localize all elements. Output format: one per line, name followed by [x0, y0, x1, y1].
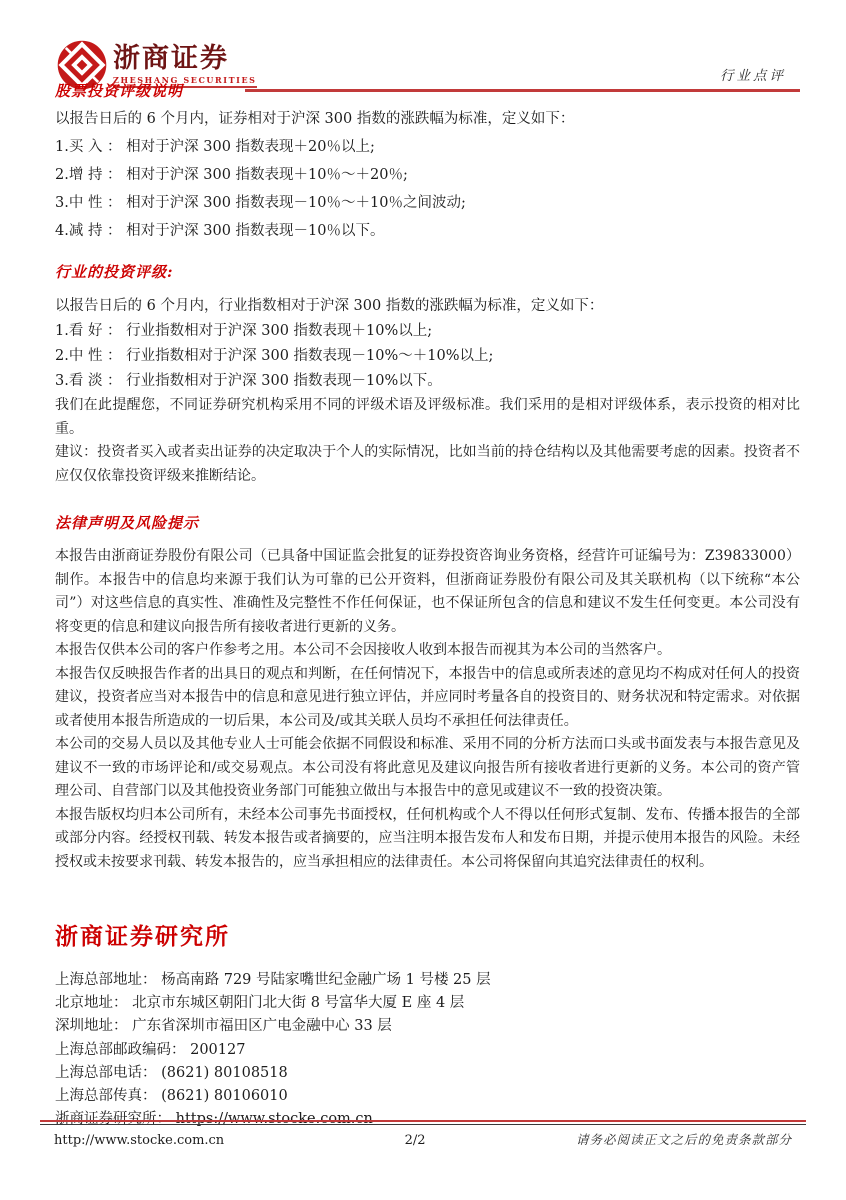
institute-title: 浙商证券研究所: [55, 923, 230, 950]
institute-contact-line: 上海总部邮政编码： 200127: [55, 1041, 246, 1058]
industry-rating-item: 1.看 好 ： 行业指数相对于沪深 300 指数表现＋10%以上;: [55, 323, 433, 339]
industry-rating-item: 2.中 性 ： 行业指数相对于沪深 300 指数表现－10%～＋10%以上;: [55, 348, 494, 364]
industry-rating-section: [55, 294, 800, 488]
page-number: 2/2: [404, 1133, 426, 1148]
footer-disclaimer-note: 请务必阅读正文之后的免责条款部分: [575, 1132, 792, 1147]
institute-contact-list: [55, 969, 800, 1131]
header-right: [245, 64, 800, 92]
stock-rating-item: 3.中 性 ： 相对于沪深 300 指数表现－10％～＋10％之间波动;: [55, 195, 466, 211]
rating-note: 建议：投资者买入或者卖出证券的决定取决于个人的实际情况，比如当前的持仓结构以及其他需要考虑的因素。投资者不应仅仅依靠投资评级来推断结论。: [55, 444, 800, 484]
legal-paragraph: 本报告版权均归本公司所有，未经本公司事先书面授权，任何机构或个人不得以任何形式复制、发布、传播本报告的全部或部分内容。经授权刊载、转发本报告或者摘要的，应当注明本报告发布人和发布日期，并提示使用本报告的风险。未经授权或未按要求刊载、转发本报告的，应当承担相应的法律责任。本公司将保留向其追究法律责任的权利。: [55, 806, 800, 870]
stock-rating-item: 2.增 持 ： 相对于沪深 300 指数表现＋10％～＋20％;: [55, 167, 408, 183]
page-footer: [40, 1120, 806, 1148]
institute-contact-line: 上海总部传真： (8621) 80106010: [55, 1088, 288, 1105]
industry-rating-item: 3.看 淡 ： 行业指数相对于沪深 300 指数表现－10%以下。: [55, 373, 442, 389]
logo-company-name-en: ZHESHANG SECURITIES: [113, 75, 257, 88]
footer-red-rule: [40, 1120, 806, 1122]
industry-rating-intro: 以报告日后的 6 个月内，行业指数相对于沪深 300 指数的涨跌幅为标准，定义如下：: [55, 298, 604, 314]
industry-rating-title: 行业的投资评级:: [55, 263, 174, 281]
stock-rating-list: [55, 133, 800, 245]
rating-notes: [55, 394, 800, 488]
rating-note: 我们在此提醒您，不同证券研究机构采用不同的评级术语及评级标准。我们采用的是相对评级体系，表示投资的相对比重。: [55, 397, 800, 437]
legal-section: [55, 545, 800, 874]
stock-rating-intro: 以报告日后的 6 个月内，证券相对于沪深 300 指数的涨跌幅为标准，定义如下：: [55, 111, 575, 127]
legal-paragraph: 本报告仅供本公司的客户作参考之用。本公司不会因接收人收到本报告而视其为本公司的当然客户。: [55, 642, 671, 658]
industry-rating-list: [55, 319, 800, 394]
legal-paragraph: 本公司的交易人员以及其他专业人士可能会依据不同假设和标准、采用不同的分析方法而口头或书面发表与本报告意见及建议不一致的市场评论和/或交易观点。本公司没有将此意见及建议向报告所有接收者进行更新的义务。本公司的资产管理公司、自营部门以及其他投资业务部门可能独立做出与本报告中的意见或建议不一致的投资决策。: [55, 736, 800, 799]
header-rule: [245, 89, 800, 92]
legal-paragraph: 本报告由浙商证券股份有限公司（已具备中国证监会批复的证券投资咨询业务资格，经营许可证编号为：Z39833000）制作。本报告中的信息均来源于我们认为可靠的已公开资料，但浙商证券股份有限公司及其关联机构（以下统称“本公司”）对这些信息的真实性、准确性及完整性不作任何保证，也不保证所包含的信息和建议不发生任何变更。本公司没有将变更的信息和建议向报告所有接收者进行更新的义务。: [55, 548, 800, 635]
legal-paragraph: 本报告仅反映报告作者的出具日的观点和判断，在任何情况下，本报告中的信息或所表述的意见均不构成对任何人的投资建议，投资者应当对本报告中的信息和意见进行独立评估，并应同时考量各自的投资目的、财务状况和特定需求。对依据或者使用本报告所造成的一切后果，本公司及/或其关联人员均不承担任何法律责任。: [55, 665, 800, 729]
institute-contact-line: 上海总部地址： 杨高南路 729 号陆家嘴世纪金融广场 1 号楼 25 层: [55, 972, 491, 988]
stock-rating-item: 4.减 持 ： 相对于沪深 300 指数表现－10％以下。: [55, 223, 385, 239]
institute-contact-line: 深圳地址： 广东省深圳市福田区广电金融中心 33 层: [55, 1018, 392, 1035]
stock-rating-section: [55, 105, 800, 245]
institute-contact-line: 上海总部电话： (8621) 80108518: [55, 1064, 288, 1081]
stock-rating-item: 1.买 入 ： 相对于沪深 300 指数表现＋20％以上;: [55, 139, 375, 155]
legal-title: 法律声明及风险提示: [55, 514, 200, 532]
institute-contact-line: 北京地址： 北京市东城区朝阳门北大街 8 号富华大厦 E 座 4 层: [55, 995, 465, 1012]
report-type-label: 行业点评: [720, 68, 786, 84]
footer-website-url: http://www.stocke.com.cn: [54, 1133, 225, 1148]
logo-company-name: 浙商证券: [113, 43, 229, 74]
footer-row: [40, 1125, 806, 1148]
stock-rating-title: 股票投资评级说明: [55, 82, 184, 100]
